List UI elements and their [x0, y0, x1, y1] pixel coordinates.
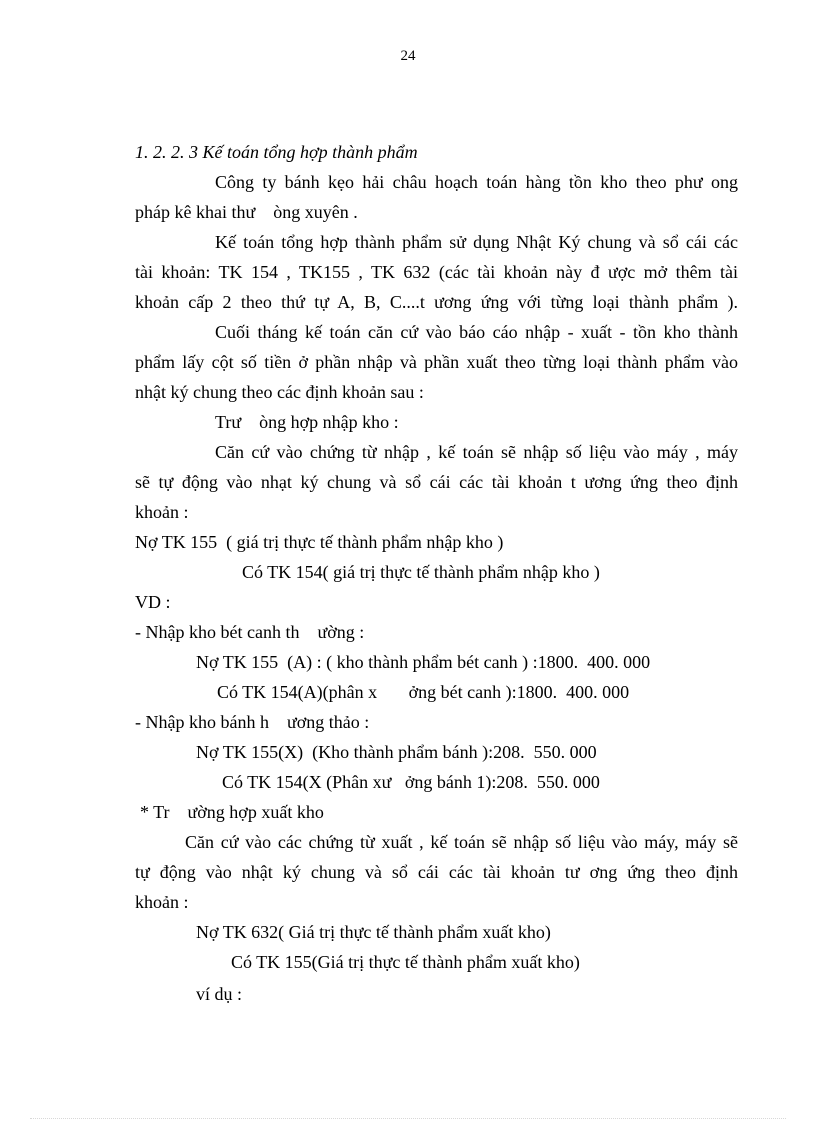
example-1-debit: Nợ TK 155 (A) : ( kho thành phẩm bét canh ) :1800. 400. 000 [196, 652, 651, 672]
case-import-heading: Trư òng hợp nhập kho : [215, 412, 399, 432]
paragraph-3-line-2: phẩm lấy cột số tiền ở phần nhập và phần xuất theo từng loại thành phẩm vào [135, 352, 738, 372]
paragraph-2-line-1: Kế toán tổng hợp thành phẩm sử dụng Nhật Ký chung và sổ cái các [215, 232, 738, 252]
paragraph-5-line-2: tự động vào nhật ký chung và sổ cái các tài khoản tư ơng ứng theo định [135, 862, 738, 882]
example-2-credit: Có TK 154(X (Phân xư ởng bánh 1):208. 550. 000 [222, 772, 600, 792]
paragraph-4-line-3: khoản : [135, 502, 189, 522]
paragraph-5-line-3: khoản : [135, 892, 189, 912]
paragraph-3-line-3: nhật ký chung theo các định khoản sau : [135, 382, 424, 402]
paragraph-1-line-1: Công ty bánh kẹo hải châu hoạch toán hàng tồn kho theo phư ong [215, 172, 738, 192]
paragraph-5-line-1: Căn cứ vào các chứng từ xuất , kế toán sẽ nhập số liệu vào máy, máy sẽ [185, 832, 738, 852]
footer-divider [30, 1118, 786, 1119]
example-2-title: - Nhập kho bánh h ương thảo : [135, 712, 370, 732]
entry-2-credit: Có TK 155(Giá trị thực tế thành phẩm xuất kho) [231, 952, 580, 972]
paragraph-3-line-1: Cuối tháng kế toán căn cứ vào báo cáo nhập - xuất - tồn kho thành [215, 322, 738, 342]
entry-2-debit: Nợ TK 632( Giá trị thực tế thành phẩm xuất kho) [196, 922, 551, 942]
paragraph-2-line-3: khoản cấp 2 theo thứ tự A, B, C....t ương ứng với từng loại thành phẩm ). [135, 292, 738, 312]
example-1-credit: Có TK 154(A)(phân x ởng bét canh ):1800. 400. 000 [217, 682, 630, 702]
example-label: ví dụ : [196, 984, 243, 1004]
vd-label: VD : [135, 592, 171, 612]
example-1-title: - Nhập kho bét canh th ường : [135, 622, 365, 642]
paragraph-4-line-2: sẽ tự động vào nhạt ký chung và sổ cái các tài khoản t ương ứng theo định [135, 472, 738, 492]
page-number: 24 [400, 48, 416, 64]
paragraph-2-line-2: tài khoản: TK 154 , TK155 , TK 632 (các tài khoản này đ ược mở thêm tài [135, 262, 738, 282]
case-export-heading: * Tr ường hợp xuất kho [140, 802, 324, 822]
entry-1-debit: Nợ TK 155 ( giá trị thực tế thành phẩm nhập kho ) [135, 532, 504, 552]
paragraph-4-line-1: Căn cứ vào chứng từ nhập , kế toán sẽ nhập số liệu vào máy , máy [215, 442, 738, 462]
section-heading: 1. 2. 2. 3 Kế toán tổng hợp thành phẩm [135, 142, 418, 162]
entry-1-credit: Có TK 154( giá trị thực tế thành phẩm nhập kho ) [242, 562, 600, 582]
example-2-debit: Nợ TK 155(X) (Kho thành phẩm bánh ):208. 550. 000 [196, 742, 597, 762]
paragraph-1-line-2: pháp kê khai thư òng xuyên . [135, 202, 358, 222]
